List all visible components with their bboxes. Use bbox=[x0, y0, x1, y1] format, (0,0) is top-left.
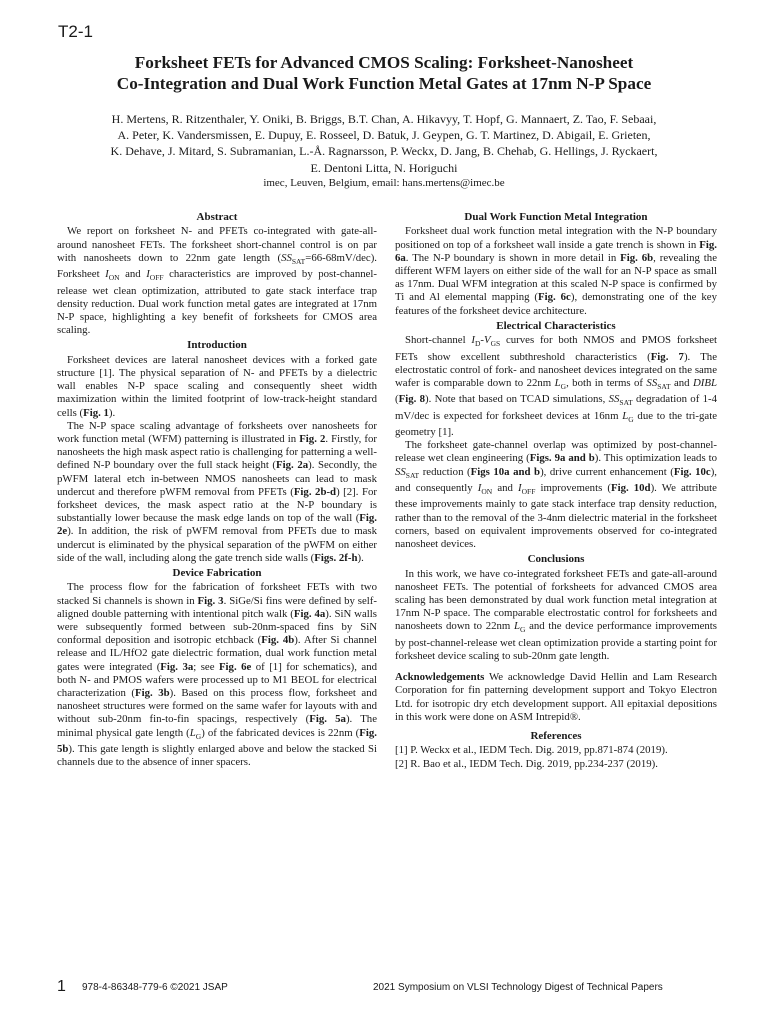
paper-title bbox=[50, 52, 718, 94]
authors-line-4: E. Dentoni Litta, N. Horiguchi bbox=[310, 160, 458, 175]
fabrication-heading: Device Fabrication bbox=[172, 567, 262, 579]
acknowledgements-text: We acknowledge David Hellin and Lam Research Corporation for fin patterning development support and Tokyo Electron Ltd. for isotropic dry etch development support. All epitaxial depositions in this work were done on ASM Intrepid®. bbox=[395, 671, 717, 723]
affiliation: imec, Leuven, Belgium, email: hans.mertens@imec.be bbox=[263, 177, 505, 189]
dwfm-heading: Dual Work Function Metal Integration bbox=[464, 211, 648, 223]
reference-item: [1] P. Weckx et al., IEDM Tech. Dig. 2019, pp.871-874 (2019). bbox=[395, 744, 668, 757]
left-column bbox=[57, 211, 377, 769]
reference-item: [2] R. Bao et al., IEDM Tech. Dig. 2019, pp.234-237 (2019). bbox=[395, 757, 658, 770]
conclusions-paragraph: In this work, we have co-integrated forksheet FETs and gate-all-around nanosheet FETs. The potential of forksheets for advanced CMOS area scaling has been demonstrated by dual work function metal integration at 17nm N-P space. The comparable electrostatic control for forksheets and nanosheets down to 22nm $L_G$ and the device performance improvements by post-channel-release wet clean optimization provide a starting point for forksheet device scaling to sub-20nm gate length. bbox=[395, 567, 717, 662]
introduction-paragraph: The N-P space scaling advantage of forksheets over nanosheets for work function metal (WFM) patterning is illustrated in Fig. 2. Firstly, for nanosheets the high mask aspect ratio is challenging for patterning a well-defined N-P boundary over the full stack height (Fig. 2a). Secondly, the pWFM lateral etch in-between NMOS nanosheets can lead to mask undercut and therefore pWFM removal from PFETs (Fig. 2b-d) [2]. For forksheet devices, the mask aspect ratio at the N-P boundary is substantially lower because the mask edge lands on top of the wall (Fig. 2e). In addition, the risk of pWFM removal from PFETs due to mask undercut is eliminated by the physical separation of the pWFM on either side of the wall, including along the gate trench side walls (Figs. 2f-h). bbox=[57, 419, 378, 564]
acknowledgements-label: Acknowledgements bbox=[395, 671, 485, 684]
electrical-paragraph: The forksheet gate-channel overlap was optimized by post-channel-release wet clean engineering (Figs. 9a and b). This optimization leads to $SS_{SAT}$ reduction (Figs 10a and b), drive current enhancement (Fig. 10c), and consequently $I_{ON}$ and $I_{OFF}$ improvements (Fig. 10d). We attribute these improvements mainly to gate stack interface trap density reduction, rather than to the removal of the 3-4nm dielectric material in the forksheet corners, based on equivalent improvements observed for co-integrated nanosheet devices. bbox=[395, 439, 718, 551]
right-column bbox=[395, 211, 717, 771]
introduction-heading: Introduction bbox=[187, 339, 247, 352]
references-heading: References bbox=[530, 730, 582, 743]
electrical-paragraph: Short-channel $I_D-V_{GS}$ curves for both NMOS and PMOS forksheet FETs show excellent subthreshold characteristics (Fig. 7). The electrostatic control of fork- and nanosheet devices integrated on the same wafer is comparable down to 22nm $L_G$, both in terms of $SS_{SAT}$ and DIBL (Fig. 8). Note that based on TCAD simulations, $SS_{SAT}$ degradation of 1-4 mV/dec is expected for forksheet devices at 16nm $L_G$ due to the tri-gate geometry [1]. bbox=[395, 334, 718, 439]
acknowledgements bbox=[395, 671, 717, 724]
electrical-heading: Electrical Characteristics bbox=[496, 319, 616, 332]
dwfm-paragraph: Forksheet dual work function metal integration with the N-P boundary positioned on top of a forksheet wall inside a gate trench is shown in Fig. 6a. The N-P boundary is shown in more detail in Fig. 6b, revealing the different WFM layers on either side of the wall for an N-P space as small as 17nm. Dual WFM integration at this scaled N-P space is confirmed by Ti and Al elemental mapping (Fig. 6c), demonstrating one of the key features of the forksheet device architecture. bbox=[395, 225, 717, 317]
conclusions-heading: Conclusions bbox=[527, 553, 585, 566]
abstract-heading: Abstract bbox=[196, 211, 238, 223]
session-tag: T2-1 bbox=[58, 22, 93, 41]
venue-footer: 2021 Symposium on VLSI Technology Digest of Technical Papers bbox=[373, 982, 663, 993]
introduction-paragraph: Forksheet devices are lateral nanosheet devices with a forked gate structure [1]. The physical separation of N- and PFETs by a dielectric wall enables N-P space scaling and consequently sheet width maximization within the limited footprint of low-track-height standard cells (Fig. 1). bbox=[57, 353, 377, 419]
abstract-text: We report on forksheet N- and PFETs co-integrated with gate-all-around nanosheet FETs. The forksheet short-channel control is on par with nanosheets down to 22nm gate length $(SS_{SAT}=66-68mV/dec)$. Forksheet $I_{ON}$ and $I_{OFF}$ characteristics are improved by post-channel-release wet clean optimization, attributed to gate stack interface trap density reduction. Dual work function metal gates are integrated at 17nm N-P space, highlighting a key benefit of forksheets for CMOS area scaling. bbox=[57, 225, 378, 337]
author-list bbox=[50, 111, 718, 176]
title-line-1: Forksheet FETs for Advanced CMOS Scaling: Forksheet-Nanosheet bbox=[134, 53, 634, 72]
isbn-copyright: 978-4-86348-779-6 ©2021 JSAP bbox=[82, 982, 228, 993]
reference-list bbox=[395, 744, 717, 770]
title-line-2: Co-Integration and Dual Work Function Metal Gates at 17nm N-P Space bbox=[116, 74, 652, 93]
authors-line-3: K. Dehave, J. Mitard, S. Subramanian, L.-Å. Ragnarsson, P. Weckx, D. Jang, B. Chehab, G. Hellings, J. Ryckaert, bbox=[110, 144, 658, 159]
fabrication-paragraph: The process flow for the fabrication of forksheet FETs with two stacked Si channels is shown in Fig. 3. SiGe/Si fins were defined by self-aligned double patterning with intentional pitch walk (Fig. 4a). SiN walls were subsequently formed between sub-20nm-spaced fins by SiN conformal deposition and isotropic etchback (Fig. 4b). After Si channel release and IL/HfO2 gate dielectric formation, dual work function metal gates were integrated (Fig. 3a; see Fig. 6e of [1] for schematics), and both N- and PMOS wafers were processed up to M1 BEOL for electrical characterization (Fig. 3b). Based on this process flow, forksheet and nanosheet structures were formed on the same wafer for layouts with and without sub-20nm fin-to-fin spacings, respectively (Fig. 5a). The minimal physical gate length $(L_G)$ of the fabricated devices is 22nm (Fig. 5b). This gate length is slightly enlarged above and below the stacked Si channels due to the absence of inner spacers. bbox=[57, 581, 378, 769]
page-number: 1 bbox=[57, 978, 66, 995]
authors-line-1: H. Mertens, R. Ritzenthaler, Y. Oniki, B. Briggs, B.T. Chan, A. Hikavyy, T. Hopf, G. Mannaert, Z. Tao, F. Sebaai, bbox=[111, 112, 657, 126]
authors-line-2: A. Peter, K. Vandersmissen, E. Dupuy, E. Rosseel, D. Batuk, J. Geypen, G. T. Martinez, D. Abigail, E. Grieten, bbox=[117, 128, 651, 143]
